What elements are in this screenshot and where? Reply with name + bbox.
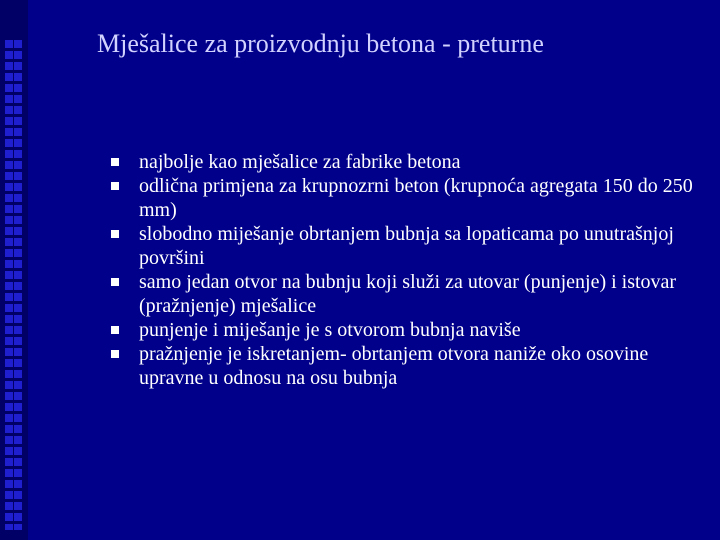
left-decor-strip	[0, 0, 28, 540]
bullet-item	[110, 150, 705, 174]
slide-title: Mješalice za proizvodnju betona - preturne	[97, 29, 544, 58]
bullet-text: slobodno miješanje obrtanjem bubnja sa lopaticama po unutrašnjoj površini	[139, 223, 674, 269]
bullet-item	[110, 318, 705, 342]
bullet-text: samo jedan otvor na bubnju koji služi za utovar (punjenje) i istovar (pražnjenje) mješalice	[139, 271, 677, 317]
bullet-text: odlična primjena za krupnozrni beton (krupnoća agregata 150 do 250 mm)	[139, 175, 693, 221]
bullet-text: punjenje i miješanje je s otvorom bubnja naviše	[139, 319, 521, 341]
square-pattern-decoration	[14, 40, 22, 530]
bullet-item	[110, 342, 705, 390]
square-bullet-icon	[111, 158, 119, 166]
square-bullet-icon	[111, 230, 119, 238]
bullet-list	[110, 150, 705, 390]
square-bullet-icon	[111, 278, 119, 286]
bullet-item	[110, 174, 705, 222]
bullet-item	[110, 270, 705, 318]
bullet-text: najbolje kao mješalice za fabrike betona	[139, 151, 461, 173]
square-pattern-decoration	[5, 40, 13, 530]
square-bullet-icon	[111, 350, 119, 358]
bullet-item	[110, 222, 705, 270]
bullet-text: pražnjenje je iskretanjem- obrtanjem otvora naniže oko osovine upravne u odnosu na osu bubnja	[139, 343, 649, 389]
square-bullet-icon	[111, 326, 119, 334]
square-bullet-icon	[111, 182, 119, 190]
